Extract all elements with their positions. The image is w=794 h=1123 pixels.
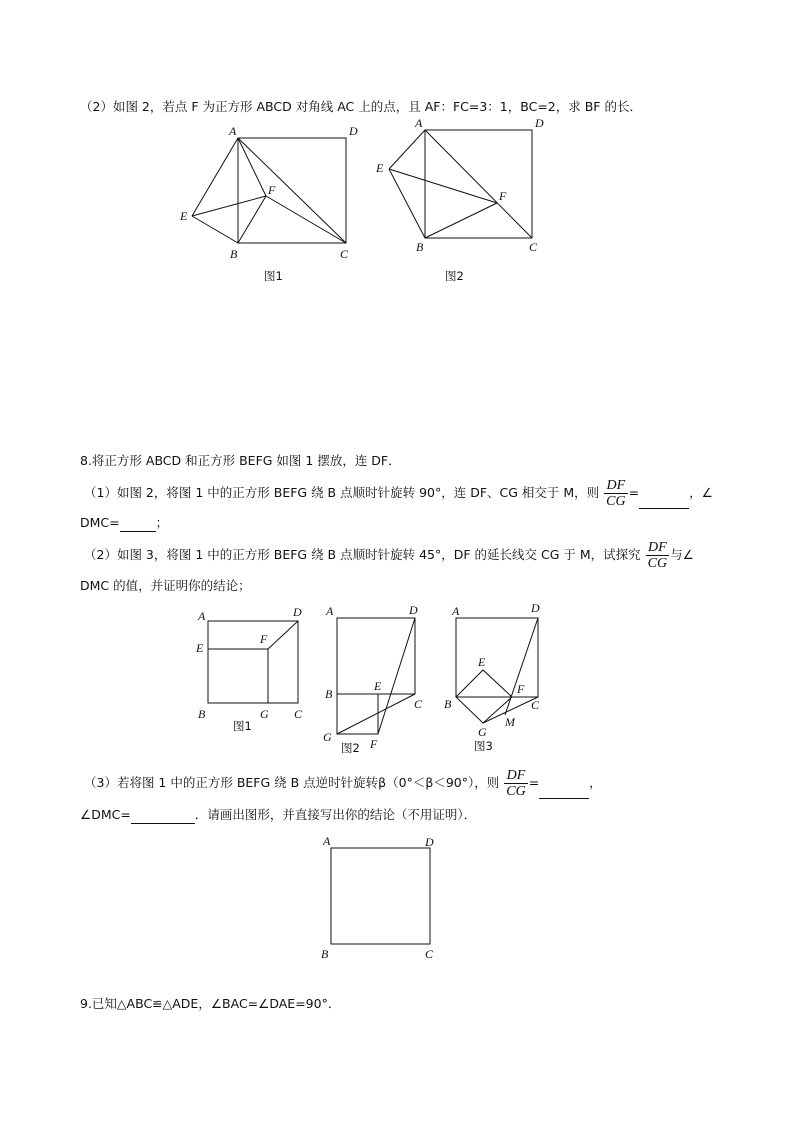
q8-part1-line2: DMC= ； — [80, 515, 169, 530]
q7-fig1-caption: 图1 — [264, 269, 283, 283]
q8-figure-3 — [444, 601, 540, 753]
seg-fc — [266, 196, 346, 243]
diag-ac — [238, 138, 346, 243]
square-befg-q8-3 — [456, 670, 512, 723]
q7-part2-text: （2）如图 2，若点 F 为正方形 ABCD 对角线 AC 上的点，且 AF：FC=3：1，BC=2，求 BF 的长． — [80, 99, 642, 114]
label-e-2: E — [376, 161, 384, 175]
q8-fig2-caption: 图2 — [341, 741, 360, 755]
seg-ae — [192, 138, 238, 216]
answer-blank[interactable] — [539, 784, 589, 799]
label-c-2: C — [529, 240, 538, 254]
label-b-q8-1: B — [198, 707, 206, 721]
square-befg-q8-1 — [208, 649, 268, 703]
q8-part2-line2: DMC 的值，并证明你的结论； — [80, 578, 251, 593]
square-befg-q8-2 — [337, 694, 378, 734]
label-c-q8-1: C — [294, 707, 303, 721]
label-m-q8-3: M — [505, 715, 515, 729]
q8-fig3-caption: 图3 — [474, 739, 493, 753]
label-b-q8-3: B — [444, 697, 452, 711]
square-abcd-q8-1 — [208, 621, 298, 703]
label-a-q8-4: A — [323, 834, 331, 848]
seg-df-ext-q8-3 — [505, 618, 538, 715]
label-d-q8-4: D — [425, 835, 434, 849]
label-g-q8-3: G — [478, 725, 487, 739]
seg-ef — [192, 196, 266, 216]
square-abcd-q8-2 — [337, 618, 415, 694]
seg-bf-2 — [425, 203, 497, 238]
label-e-q8-3: E — [478, 655, 486, 669]
label-d-q8-3: D — [531, 601, 540, 615]
diag-ac-2 — [425, 130, 532, 238]
label-g-q8-1: G — [260, 707, 269, 721]
label-a-2: A — [415, 116, 423, 130]
label-a-q8-3: A — [452, 604, 460, 618]
seg-cg-q8-2 — [337, 694, 415, 734]
label-b: B — [230, 247, 238, 261]
label-c-q8-4: C — [425, 947, 434, 961]
seg-ae-2 — [389, 130, 425, 169]
seg-df-q8-1 — [268, 621, 298, 649]
seg-bf — [238, 196, 266, 243]
label-f: F — [268, 183, 276, 197]
seg-cg-q8-3 — [483, 697, 538, 723]
square-abcd-q8-4 — [331, 848, 430, 944]
q8-drawing-square — [321, 834, 434, 961]
label-f-q8-1: F — [260, 632, 268, 646]
label-f-2: F — [499, 189, 507, 203]
answer-blank[interactable] — [131, 809, 195, 824]
label-d: D — [349, 124, 358, 138]
q8-part3-line1: （3）若将图 1 中的正方形 BEFG 绕 B 点逆时针旋转β（0°＜β＜90°），则 $\frac{DF}{CG}$ = ， — [84, 768, 602, 799]
label-d-2: D — [535, 116, 544, 130]
square-abcd-2 — [425, 130, 532, 238]
label-a-q8-1: A — [198, 609, 206, 623]
q8-figure-2 — [323, 603, 423, 755]
label-b-2: B — [416, 240, 424, 254]
answer-blank[interactable] — [639, 494, 689, 509]
answer-blank[interactable] — [120, 517, 156, 532]
fraction-df-cg: $\frac{DF}{CG}$ — [506, 768, 526, 799]
q8-figure-1 — [195, 605, 303, 733]
q8-part2-line1: （2）如图 3，将图 1 中的正方形 BEFG 绕 B 点顺时针旋转 45°，DF 的延长线交 CG 于 M，试探究 $\frac{DF}{CG}$ 与∠ — [84, 540, 694, 571]
seg-eb — [192, 216, 238, 243]
label-b-q8-2: B — [325, 687, 333, 701]
label-d-q8-2: D — [409, 603, 418, 617]
label-e-q8-2: E — [374, 679, 382, 693]
q9-intro: 9.已知△ABC≌△ADE，∠BAC=∠DAE=90°． — [80, 996, 341, 1011]
seg-df-q8-2 — [378, 618, 415, 734]
square-abcd — [238, 138, 346, 243]
label-b-q8-4: B — [321, 947, 329, 961]
label-a: A — [229, 124, 237, 138]
seg-ef-2 — [389, 169, 497, 203]
fraction-df-cg: $\frac{DF}{CG}$ — [606, 478, 626, 509]
label-c-q8-3: C — [531, 698, 540, 712]
q8-intro: 8.将正方形 ABCD 和正方形 BEFG 如图 1 摆放，连 DF． — [80, 453, 401, 468]
q7-fig2-caption: 图2 — [445, 269, 464, 283]
seg-af — [238, 138, 266, 196]
label-f-q8-2: F — [370, 737, 378, 751]
seg-eb-2 — [389, 169, 425, 238]
label-d-q8-1: D — [293, 605, 302, 619]
label-c: C — [340, 247, 349, 261]
q8-fig1-caption: 图1 — [233, 719, 252, 733]
q8-part1-line1: （1）如图 2，将图 1 中的正方形 BEFG 绕 B 点顺时针旋转 90°，连 DF、CG 相交于 M，则 $\frac{DF}{CG}$ = ，∠ — [84, 478, 713, 509]
label-c-q8-2: C — [414, 697, 423, 711]
q8-part3-line2: ∠DMC= ．请画出图形，并直接写出你的结论（不用证明）． — [80, 807, 477, 822]
q7-figure-2 — [375, 116, 544, 283]
label-a-q8-2: A — [326, 604, 334, 618]
label-e: E — [180, 209, 188, 223]
fraction-df-cg: $\frac{DF}{CG}$ — [647, 540, 668, 571]
label-f-q8-3: F — [517, 682, 525, 696]
square-abcd-q8-3 — [456, 618, 538, 697]
q7-figure-1 — [179, 124, 358, 283]
label-e-q8-1: E — [196, 641, 204, 655]
label-g-q8-2: G — [323, 730, 332, 744]
